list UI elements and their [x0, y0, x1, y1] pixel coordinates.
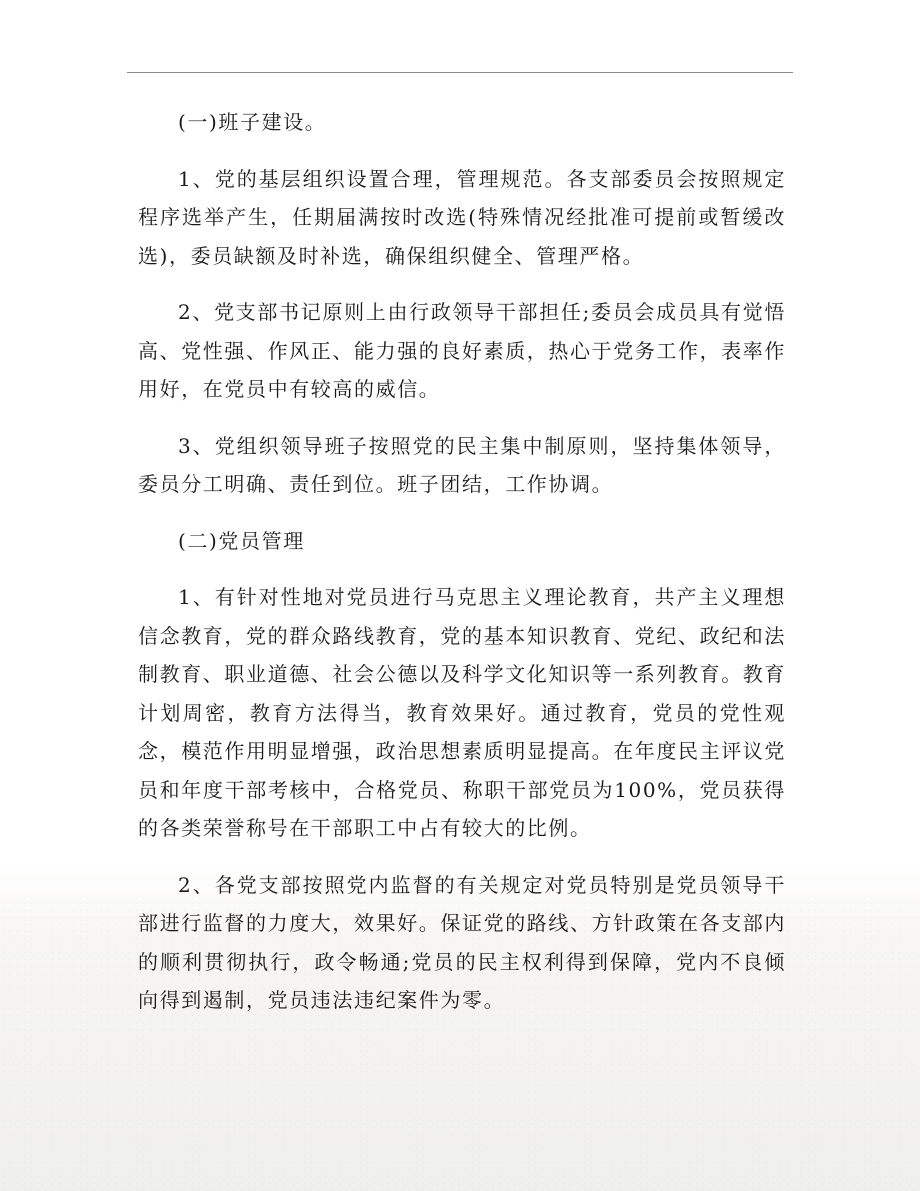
paragraph-1-3: 3、党组织领导班子按照党的民主集中制原则，坚持集体领导，委员分工明确、责任到位。班子团结，工作协调。	[138, 433, 786, 496]
paragraph-2-2: 2、各党支部按照党内监督的有关规定对党员特别是党员领导干部进行监督的力度大，效果好。保证党的路线、方针政策在各支部内的顺利贯彻执行，政令畅通;党员的民主权利得到保障，党内不良倾向得到遏制，党员违法违纪案件为零。	[138, 872, 786, 1012]
section-heading-team-building: (一)班子建设。	[178, 110, 327, 134]
paragraph-1-2: 2、党支部书记原则上由行政领导干部担任;委员会成员具有觉悟高、党性强、作风正、能力强的良好素质，热心于党务工作，表率作用好，在党员中有较高的威信。	[138, 300, 786, 401]
document-body	[138, 103, 786, 1020]
paragraph-1-1: 1、党的基层组织设置合理，管理规范。各支部委员会按照规定程序选举产生，任期届满按时改选(特殊情况经批准可提前或暂缓改选)，委员缺额及时补选，确保组织健全、管理严格。	[138, 166, 786, 268]
paragraph-2-1: 1、有针对性地对党员进行马克思主义理论教育，共产主义理想信念教育，党的群众路线教育，党的基本知识教育、党纪、政纪和法制教育、职业道德、社会公德以及科学文化知识等一系列教育。教育计划周密，教育方法得当，教育效果好。通过教育，党员的党性观念，模范作用明显增强，政治思想素质明显提高。在年度民主评议党员和年度干部考核中，合格党员、称职干部党员为100%，党员获得的各类荣誉称号在干部职工中占有较大的比例。	[138, 585, 786, 840]
section-heading-member-management: (二)党员管理	[178, 528, 305, 553]
header-rule	[127, 72, 793, 73]
